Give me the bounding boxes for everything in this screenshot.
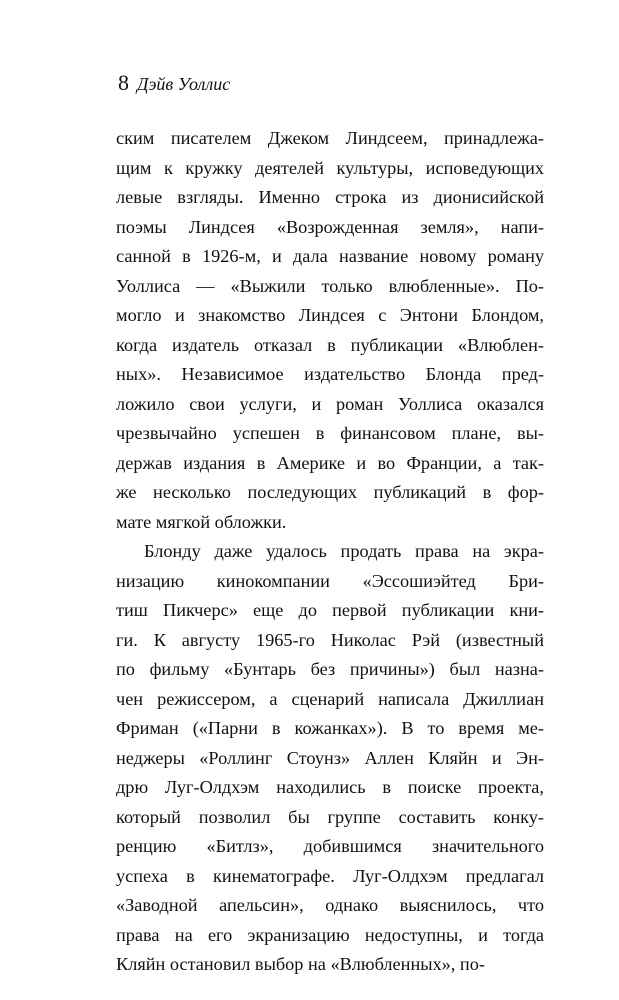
text-line: чрезвычайно успешен в финансовом плане, вы- xyxy=(116,423,544,443)
text-line: дрю Луг-Олдхэм находились в поиске проекта, xyxy=(116,777,544,797)
paragraph xyxy=(116,124,544,537)
text-line: Фриман («Парни в кожанках»). В то время ме- xyxy=(116,718,544,738)
text-line: левые взгляды. Именно строка из дионисийской xyxy=(116,187,544,207)
text-line: Кляйн остановил выбор на «Влюбленных», по- xyxy=(116,954,485,974)
text-line: мате мягкой обложки. xyxy=(116,511,287,532)
text-line: Блонду даже удалось продать права на экра- xyxy=(144,541,544,561)
text-line: успеха в кинематографе. Луг-Олдхэм предлагал xyxy=(116,865,544,886)
text-line: неджеры «Роллинг Стоунз» Аллен Кляйн и Эн- xyxy=(116,747,544,768)
text-line: держав издания в Америке и во Франции, а так- xyxy=(116,452,544,473)
text-line: ским писателем Джеком Линдсеем, принадлежа- xyxy=(116,128,544,148)
text-line: когда издатель отказал в публикации «Влюблен- xyxy=(116,334,544,355)
text-line: низацию кинокомпании «Эссошиэйтед Бри- xyxy=(116,570,544,591)
text-line: права на его экранизацию недоступны, и тогда xyxy=(116,924,544,945)
text-line: «Заводной апельсин», однако выяснилось, что xyxy=(116,895,544,915)
text-line: чен режиссером, а сценарий написала Джиллиан xyxy=(116,688,544,709)
text-line: Уоллиса — «Выжили только влюбленные». По- xyxy=(116,275,544,296)
running-head xyxy=(118,70,230,96)
body-text xyxy=(116,124,544,980)
text-line: санной в 1926-м, и дала название новому роману xyxy=(116,246,544,266)
page-number: 8 xyxy=(118,70,129,95)
text-line: же несколько последующих публикаций в фор- xyxy=(116,482,544,502)
text-line: ги. К августу 1965-го Николас Рэй (известный xyxy=(116,629,544,650)
text-line: ренцию «Битлз», добившимся значительного xyxy=(116,836,544,856)
running-title: Дэйв Уоллис xyxy=(137,74,231,94)
text-line: ных». Независимое издательство Блонда пред- xyxy=(116,364,544,384)
paragraphs xyxy=(116,124,544,980)
paragraph xyxy=(116,537,544,980)
text-line: щим к кружку деятелей культуры, исповедующих xyxy=(116,157,544,178)
text-line: который позволил бы группе составить конку- xyxy=(116,806,544,827)
text-line: ложило свои услуги, и роман Уоллиса оказался xyxy=(116,393,544,414)
text-line: тиш Пикчерс» еще до первой публикации кни- xyxy=(116,600,544,620)
text-line: по фильму «Бунтарь без причины») был назна- xyxy=(116,659,544,679)
text-line: поэмы Линдсея «Возрожденная земля», напи- xyxy=(116,216,544,237)
text-line: могло и знакомство Линдсея с Энтони Блондом, xyxy=(116,305,544,325)
